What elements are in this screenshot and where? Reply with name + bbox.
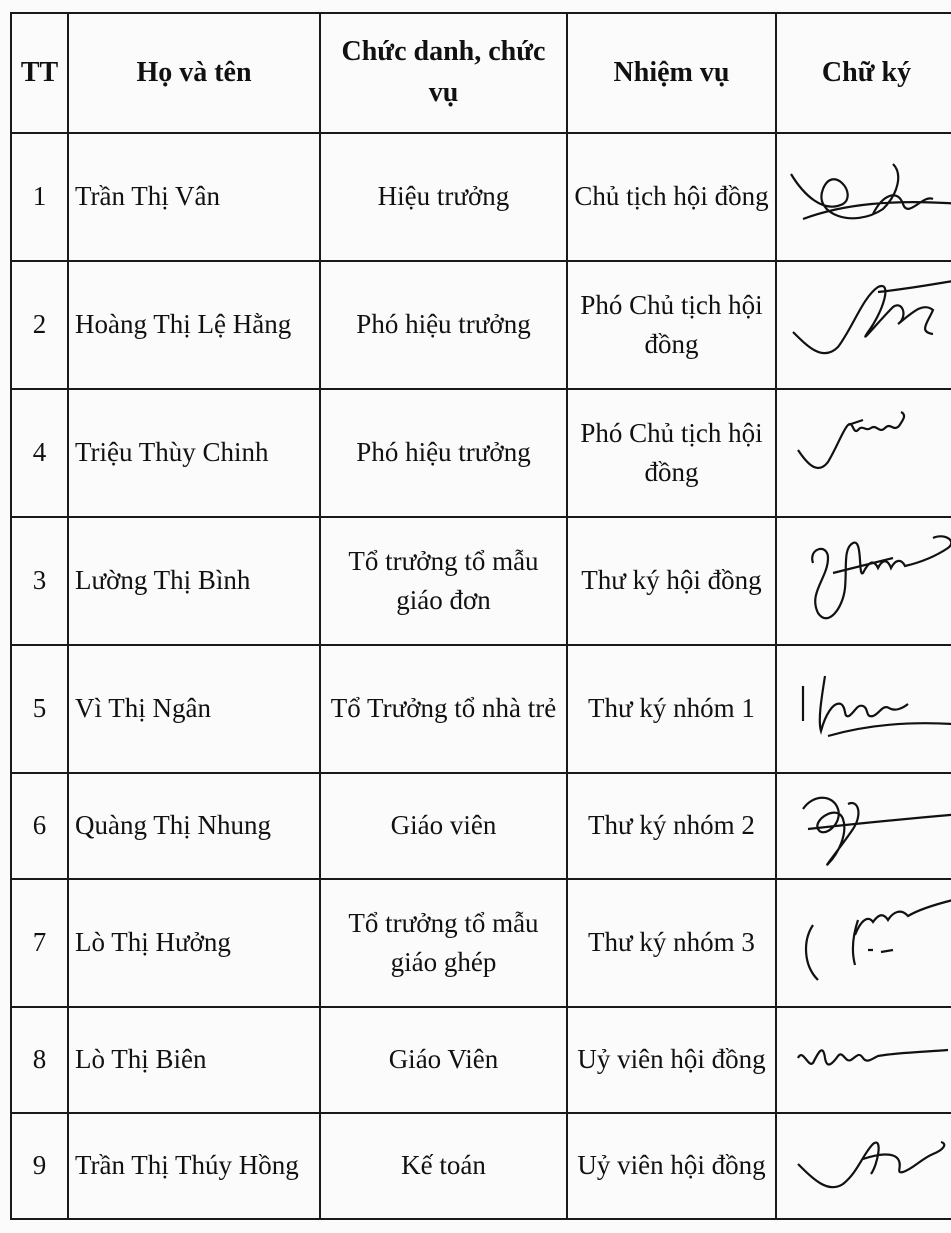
table-row: [11, 389, 951, 517]
member-position: Hiệu trưởng: [320, 133, 567, 261]
member-name: Lường Thị Bình: [68, 517, 320, 645]
signature-cell: [776, 773, 951, 879]
member-position: Giáo viên: [320, 773, 567, 879]
member-duty: Thư ký nhóm 1: [567, 645, 776, 773]
table-row: [11, 133, 951, 261]
row-number: 8: [11, 1007, 68, 1113]
row-number: 3: [11, 517, 68, 645]
handwritten-signature: [783, 518, 951, 644]
table-row: [11, 1113, 951, 1219]
member-position: Tổ trưởng tổ mẫu giáo ghép: [320, 879, 567, 1007]
handwritten-signature: [783, 262, 951, 388]
member-duty: Thư ký hội đồng: [567, 517, 776, 645]
row-number: 9: [11, 1113, 68, 1219]
handwritten-signature: [783, 774, 951, 878]
member-position: Phó hiệu trưởng: [320, 389, 567, 517]
handwritten-signature: [783, 646, 951, 772]
council-member-table: [10, 12, 951, 1220]
signature-cell: [776, 389, 951, 517]
row-number: 2: [11, 261, 68, 389]
member-name: Quàng Thị Nhung: [68, 773, 320, 879]
table-row: [11, 879, 951, 1007]
table-row: [11, 517, 951, 645]
table-row: [11, 773, 951, 879]
member-name: Lò Thị Biên: [68, 1007, 320, 1113]
signature-cell: [776, 133, 951, 261]
signature-cell: [776, 517, 951, 645]
row-number: 5: [11, 645, 68, 773]
row-number: 7: [11, 879, 68, 1007]
member-duty: Thư ký nhóm 3: [567, 879, 776, 1007]
handwritten-signature: [783, 390, 951, 516]
header-role: Chức danh, chức vụ: [320, 13, 567, 133]
header-signature: Chữ ký: [776, 13, 951, 133]
member-duty: Phó Chủ tịch hội đồng: [567, 261, 776, 389]
member-name: Hoàng Thị Lệ Hằng: [68, 261, 320, 389]
signature-cell: [776, 645, 951, 773]
member-position: Kế toán: [320, 1113, 567, 1219]
row-number: 6: [11, 773, 68, 879]
signature-cell: [776, 261, 951, 389]
member-duty: Thư ký nhóm 2: [567, 773, 776, 879]
table-row: [11, 645, 951, 773]
member-name: Lò Thị Hưởng: [68, 879, 320, 1007]
member-duty: Uỷ viên hội đồng: [567, 1007, 776, 1113]
handwritten-signature: [783, 134, 951, 260]
member-name: Vì Thị Ngân: [68, 645, 320, 773]
signature-cell: [776, 879, 951, 1007]
member-name: Trần Thị Vân: [68, 133, 320, 261]
member-duty: Phó Chủ tịch hội đồng: [567, 389, 776, 517]
row-number: 4: [11, 389, 68, 517]
signature-cell: [776, 1007, 951, 1113]
member-position: Tổ trưởng tổ mẫu giáo đơn: [320, 517, 567, 645]
handwritten-signature: [783, 1114, 951, 1218]
signature-cell: [776, 1113, 951, 1219]
row-number: 1: [11, 133, 68, 261]
member-position: Giáo Viên: [320, 1007, 567, 1113]
member-name: Trần Thị Thúy Hồng: [68, 1113, 320, 1219]
header-name: Họ và tên: [68, 13, 320, 133]
member-name: Triệu Thùy Chinh: [68, 389, 320, 517]
table-header-row: [11, 13, 951, 133]
member-position: Tổ Trưởng tổ nhà trẻ: [320, 645, 567, 773]
header-task: Nhiệm vụ: [567, 13, 776, 133]
member-position: Phó hiệu trưởng: [320, 261, 567, 389]
member-duty: Chủ tịch hội đồng: [567, 133, 776, 261]
member-duty: Uỷ viên hội đồng: [567, 1113, 776, 1219]
table-row: [11, 1007, 951, 1113]
table-row: [11, 261, 951, 389]
header-tt: TT: [11, 13, 68, 133]
handwritten-signature: [783, 1008, 951, 1112]
handwritten-signature: [783, 880, 951, 1006]
